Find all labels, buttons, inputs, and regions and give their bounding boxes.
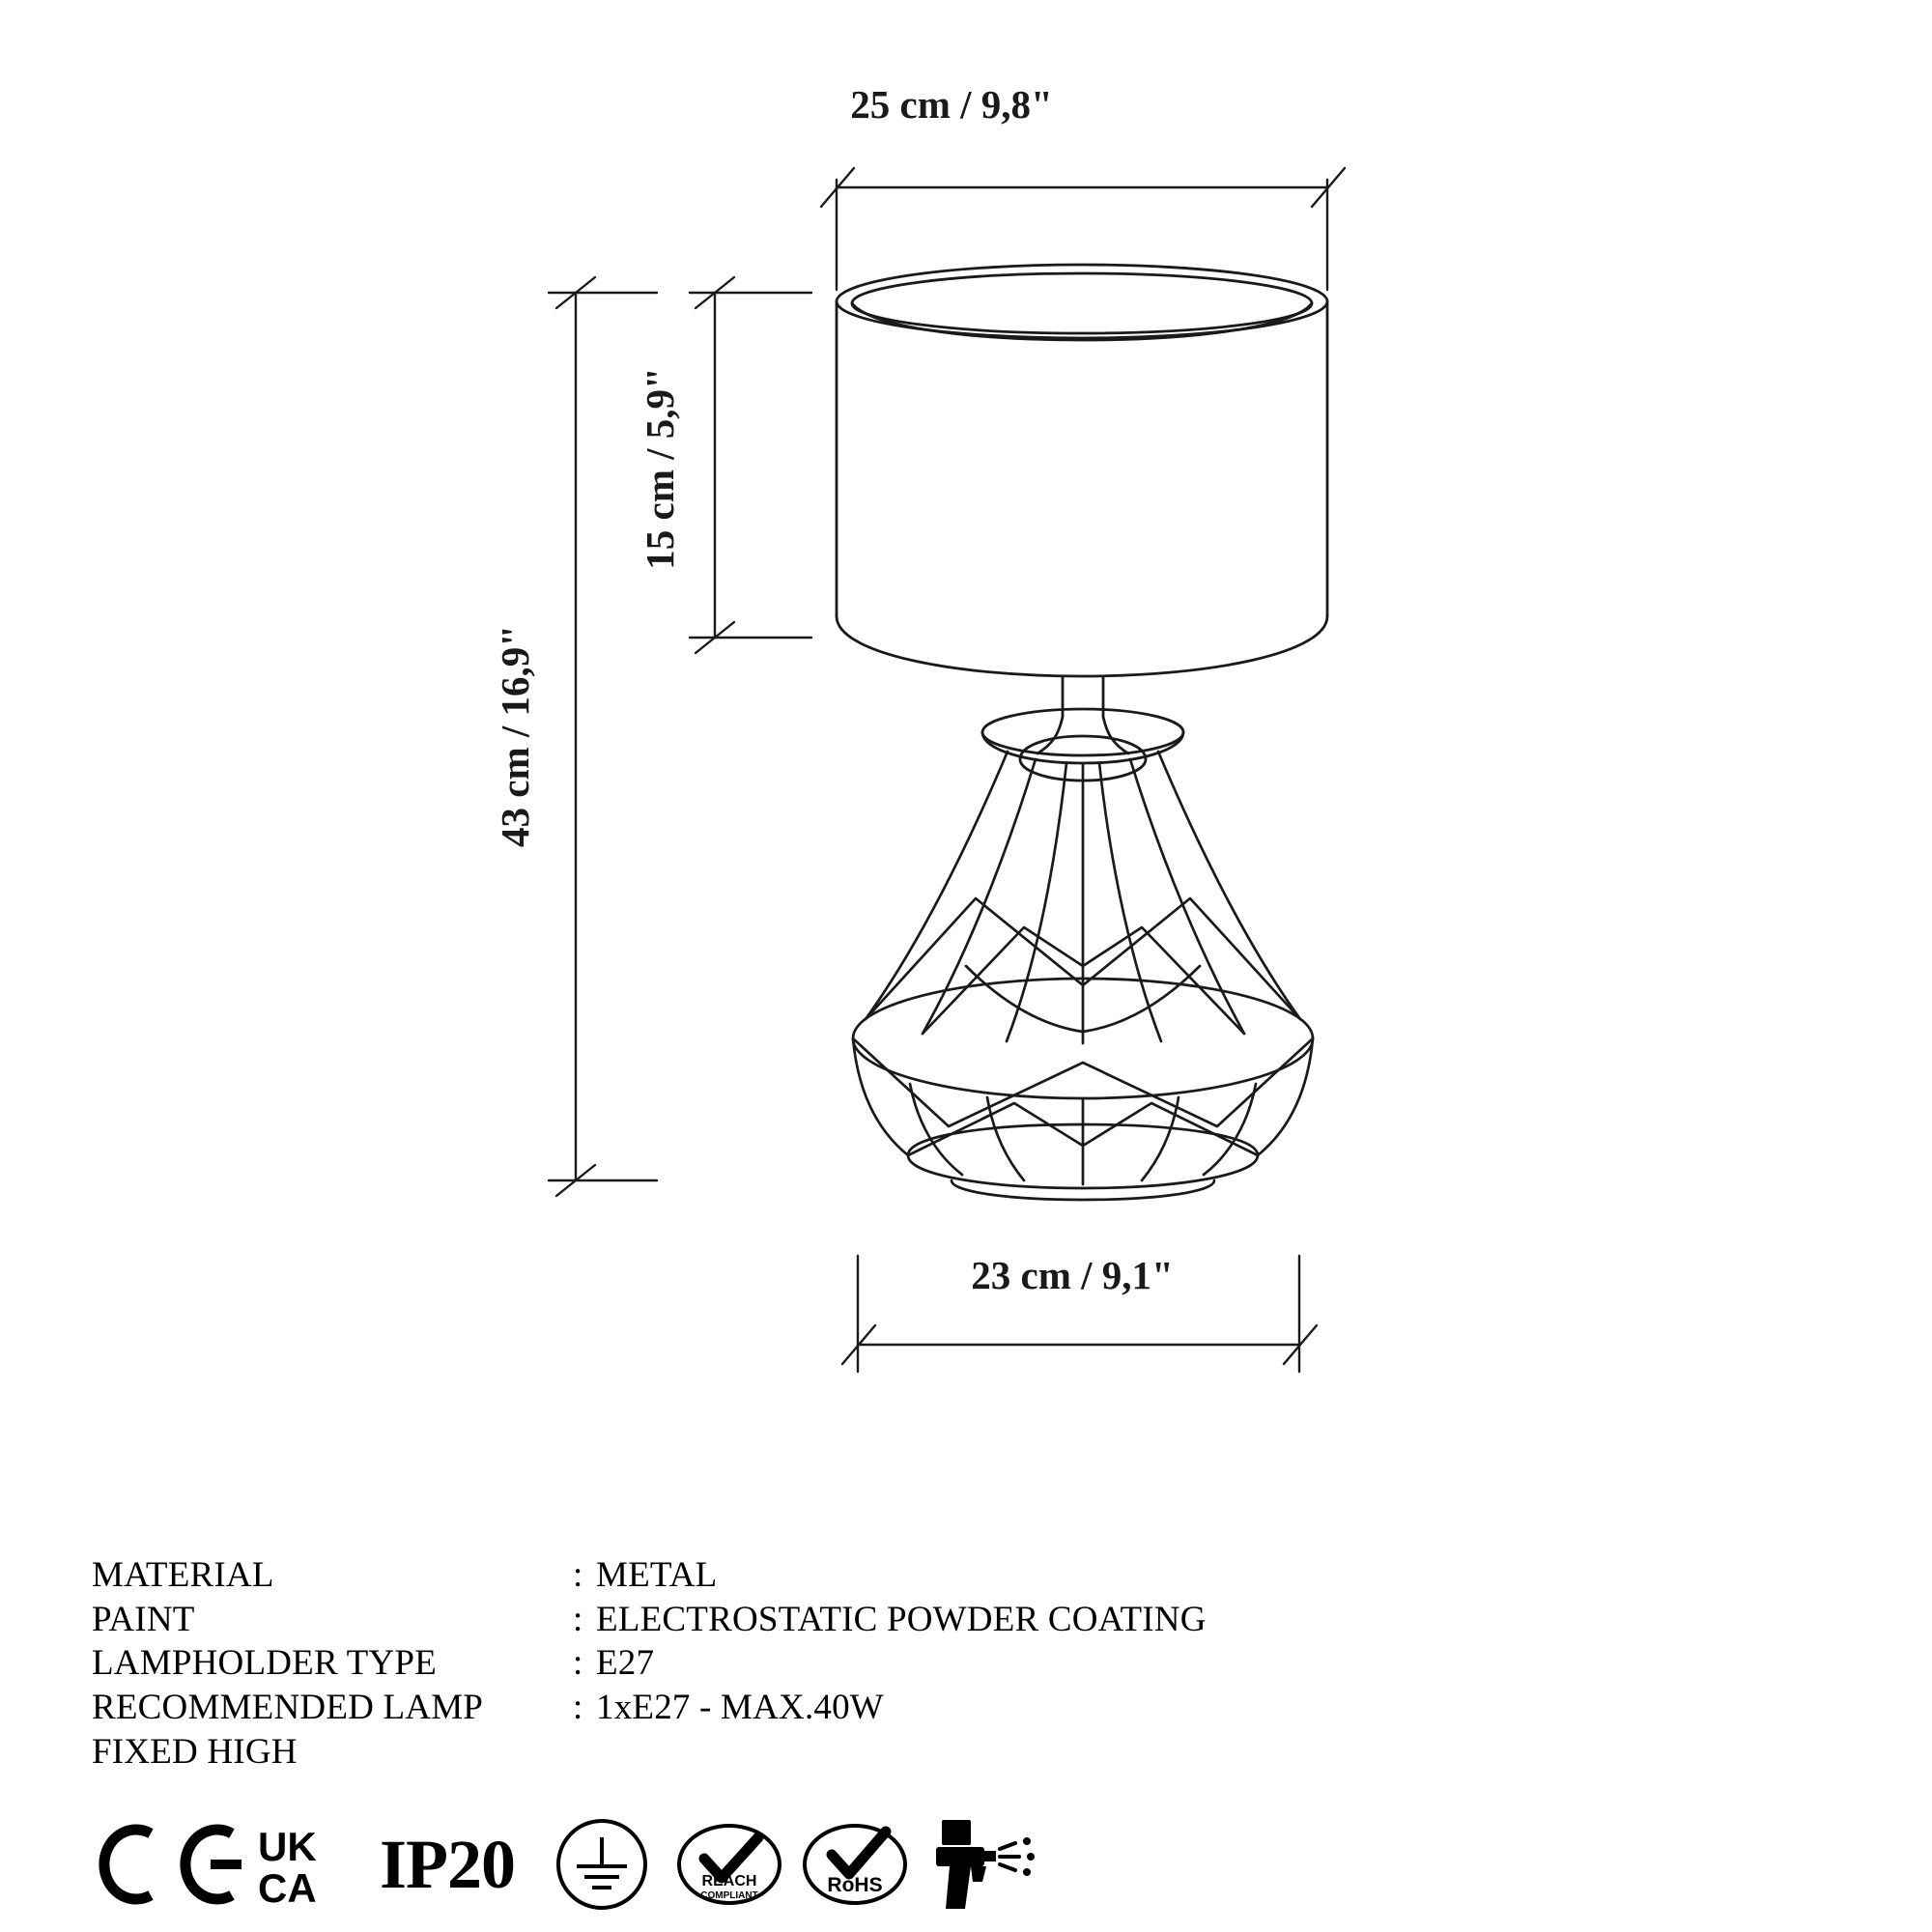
spec-key-paint: PAINT [92,1599,195,1639]
spec-value-recommended-lamp: 1xE27 - MAX.40W [596,1688,884,1728]
spec-separator: : [573,1599,583,1639]
spec-key-lampholder-type: LAMPHOLDER TYPE [92,1643,437,1684]
dimension-shade-height [690,277,811,653]
dimension-shade-width [821,168,1345,290]
specification-table [92,1553,1207,1774]
svg-text:COMPLIANT: COMPLIANT [700,1890,758,1901]
spec-row-material [92,1553,1207,1598]
svg-text:REACH: REACH [701,1873,757,1889]
dimension-label-total-height: 43 cm / 16,9" [493,624,537,848]
ip-rating-icon: IP20 [380,1826,515,1903]
svg-text:RoHS: RoHS [827,1874,883,1896]
spec-row-lampholder-type [92,1641,1207,1686]
spec-value-paint: ELECTROSTATIC POWDER COATING [596,1599,1207,1639]
wire-cage [853,752,1313,1200]
svg-text:UK: UK [258,1824,317,1869]
reach-compliant-icon [677,1816,781,1913]
spec-key-recommended-lamp: RECOMMENDED LAMP [92,1688,484,1728]
lamp-shade [837,265,1327,676]
spec-separator: : [573,1643,583,1684]
earth-ground-icon [550,1816,654,1913]
svg-text:CA: CA [258,1865,317,1908]
spec-separator: : [573,1555,583,1595]
spec-value-material: METAL [596,1555,718,1595]
ukca-mark-icon [256,1821,356,1908]
spec-row-paint [92,1598,1207,1642]
spec-value-lampholder-type: E27 [596,1643,655,1684]
dimension-label-shade-width: 25 cm / 9,8" [850,82,1053,127]
spec-note: FIXED HIGH [92,1731,298,1772]
spec-separator: : [573,1688,583,1728]
spec-row-recommended-lamp [92,1686,1207,1730]
dimension-label-base-width: 23 cm / 9,1" [971,1253,1174,1297]
spray-gun-icon [926,1814,1042,1915]
spec-row-note [92,1730,1207,1775]
spec-key-material: MATERIAL [92,1555,274,1595]
ce-mark-icon [87,1818,256,1911]
dimension-label-shade-height: 15 cm / 5,9" [638,367,682,570]
rohs-icon [803,1816,907,1913]
certification-badges [87,1811,1042,1918]
